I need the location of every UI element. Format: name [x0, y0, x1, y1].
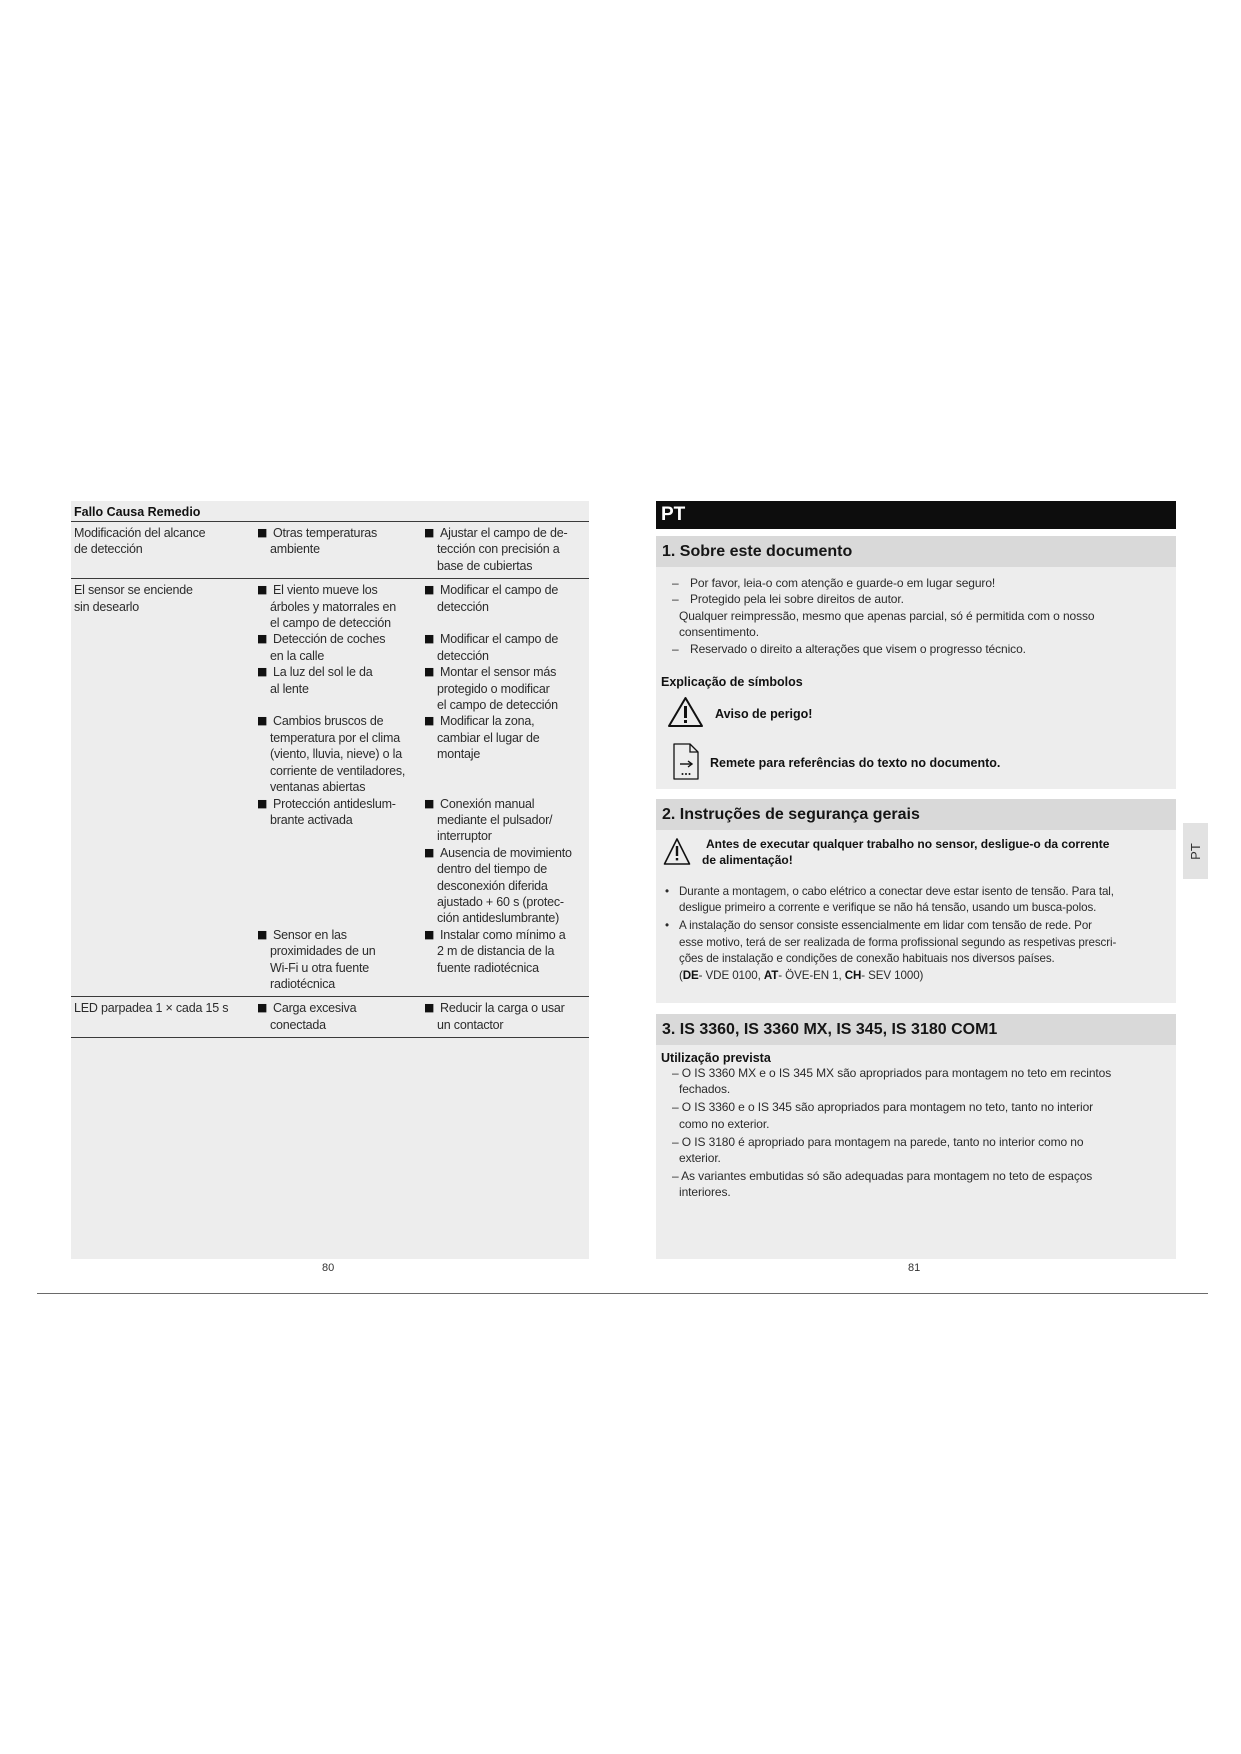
symbols-heading: Explicação de símbolos — [661, 675, 803, 689]
cause-text: Protección antideslum- brante activada — [270, 796, 396, 827]
cause-item — [257, 582, 424, 631]
cause-item — [257, 927, 424, 993]
square-bullet-icon: ■ — [257, 1001, 268, 1015]
square-bullet-icon: ■ — [424, 526, 435, 539]
remedy-text: Modificar el campo de detección — [437, 583, 559, 614]
cause-remedy-pair — [257, 664, 589, 713]
remedy-list — [424, 631, 589, 664]
square-bullet-icon: ■ — [424, 927, 435, 941]
symbol-label: Remete para referências do texto no documento. — [710, 756, 1001, 770]
square-bullet-icon: ■ — [257, 665, 268, 679]
standards-segment: ( — [679, 968, 683, 982]
remedy-list — [424, 927, 589, 993]
standards-segment: - ÖVE-EN 1, — [778, 968, 845, 982]
cause-text: El viento mueve los árboles y matorrales en el campo de detección — [270, 583, 397, 631]
remedy-item — [424, 664, 589, 713]
cause-remedy-pair — [257, 525, 589, 574]
standards-segment: - VDE 0100, — [698, 968, 764, 982]
cause-text: Carga excesiva conectada — [270, 1001, 357, 1032]
remedy-item — [424, 845, 589, 927]
cause-remedy-group — [257, 525, 589, 574]
country-code: AT — [763, 968, 779, 982]
bullet-dot-icon: • — [665, 885, 669, 898]
cause-item — [257, 631, 424, 664]
remedy-item — [424, 631, 589, 664]
bottom-divider — [37, 1293, 1208, 1294]
standards-reference — [679, 968, 1116, 984]
square-bullet-icon: ■ — [424, 796, 435, 810]
page-number-left: 80 — [322, 1262, 335, 1274]
list-item: – O IS 3180 é apropriado para montagem na parede, tanto no interior como no exterior. — [672, 1134, 1084, 1166]
list-item — [672, 575, 1167, 591]
cause-remedy-pair — [257, 796, 589, 927]
list-item — [672, 641, 1167, 657]
cause-item — [257, 525, 424, 574]
intended-use-list — [672, 1065, 1167, 1202]
cause-text: Detección de coches en la calle — [270, 632, 386, 663]
square-bullet-icon: ■ — [424, 1001, 435, 1015]
remedy-item — [424, 1000, 589, 1033]
section-title: 1. Sobre este documento — [656, 536, 1176, 567]
square-bullet-icon: ■ — [424, 632, 435, 646]
list-item: – O IS 3360 e o IS 345 são apropriados para montagem no teto, tanto no interior como no exterior. — [672, 1100, 1094, 1131]
remedy-text: Modificar la zona, cambiar el lugar de montaje — [437, 714, 540, 762]
list-item-text: Reservado o direito a alterações que visem o progresso técnico. — [690, 641, 1026, 656]
cause-remedy-pair — [257, 582, 589, 631]
remedy-item — [424, 796, 589, 845]
remedy-list — [424, 525, 589, 574]
cause-remedy-pair — [257, 927, 589, 993]
dash-marker: – — [672, 576, 679, 590]
remedy-list — [424, 713, 589, 795]
fault-cell: El sensor se enciende sin desearlo — [74, 583, 193, 614]
remedy-text: Montar el sensor más protegido o modificar el campo de detección — [437, 665, 558, 713]
square-bullet-icon: ■ — [257, 796, 268, 810]
remedy-item — [424, 927, 589, 976]
remedy-text: Modificar el campo de detección — [437, 632, 559, 663]
warning-triangle-icon — [667, 696, 704, 728]
list-item-text: Por favor, leia-o com atenção e guarde-o em lugar seguro! — [690, 576, 996, 590]
section-about-document — [656, 536, 1176, 789]
remedy-item — [424, 525, 589, 574]
cause-text: Sensor en las proximidades de un Wi-Fi u otra fuente radiotécnica — [270, 927, 376, 991]
dash-marker: – — [672, 592, 679, 607]
warning-triangle-icon — [663, 837, 691, 866]
list-item-body — [679, 918, 1116, 984]
remedy-text: Ajustar el campo de de- tección con precisión a base de cubiertas — [437, 526, 568, 573]
remedy-list — [424, 664, 589, 713]
list-item — [665, 884, 1170, 917]
square-bullet-icon: ■ — [424, 583, 435, 597]
cause-item — [257, 713, 424, 795]
cause-text: La luz del sol le da al lente — [270, 665, 373, 696]
country-code: DE — [682, 968, 699, 982]
list-item-note: Qualquer reimpressão, mesmo que apenas parcial, só é permitida com o nosso consentimento. — [679, 608, 1095, 640]
section-title: 2. Instruções de segurança gerais — [656, 799, 1176, 830]
section-safety-instructions — [656, 799, 1176, 1003]
remedy-text: Reducir la carga o usar un contactor — [437, 1001, 565, 1032]
cause-item — [257, 1000, 424, 1033]
table-row — [71, 579, 589, 997]
safety-bullet-list — [665, 884, 1170, 985]
list-item — [665, 918, 1170, 984]
cause-remedy-pair — [257, 713, 589, 795]
remedy-list — [424, 796, 589, 927]
remedy-text: Ausencia de movimiento dentro del tiempo de desconexión diferida ajustado + 60 s (protec- ción antideslumbrante) — [437, 845, 572, 926]
remedy-text: Instalar como mínimo a 2 m de distancia de la fuente radiotécnica — [437, 927, 566, 975]
language-header-bar: PT — [656, 501, 1176, 529]
page-number-right: 81 — [908, 1262, 921, 1274]
intro-list — [672, 575, 1167, 657]
side-tab-label: PT — [1188, 842, 1203, 860]
safety-warning-text: Antes de executar qualquer trabalho no sensor, desligue-o da corrente de alimentação! — [702, 837, 1110, 867]
symbol-label: Aviso de perigo! — [715, 707, 813, 721]
dash-marker: – — [672, 641, 679, 656]
table-header: Fallo Causa Remedio — [71, 501, 589, 522]
cause-remedy-pair — [257, 1000, 589, 1033]
list-item-text: Protegido pela lei sobre direitos de autor. — [690, 592, 904, 607]
list-item-text: Durante a montagem, o cabo elétrico a conectar deve estar isento de tensão. Para tal, desligue primeiro a corrente e verifique se não há tensão, usando um busca-polos. — [679, 885, 1114, 915]
list-item: – As variantes embutidas só são adequadas para montagem no teto de espaços interiores. — [672, 1168, 1093, 1200]
section-title: 3. IS 3360, IS 3360 MX, IS 345, IS 3180 COM1 — [656, 1014, 1176, 1045]
language-side-tab — [1183, 823, 1208, 879]
cause-remedy-pair — [257, 631, 589, 664]
remedy-text: Conexión manual mediante el pulsador/ interruptor — [437, 796, 553, 844]
cause-text: Cambios bruscos de temperatura por el clima (viento, lluvia, nieve) o la corriente de ventiladores, ventanas abiertas — [270, 714, 406, 795]
subheading: Utilização prevista — [661, 1051, 771, 1065]
square-bullet-icon: ■ — [257, 632, 268, 646]
fault-cell: Modificación del alcance de detección — [74, 526, 206, 557]
table-row — [71, 997, 589, 1038]
square-bullet-icon: ■ — [424, 665, 435, 679]
fault-cell: LED parpadea 1 × cada 15 s — [74, 1001, 229, 1016]
square-bullet-icon: ■ — [257, 927, 268, 941]
cause-item — [257, 796, 424, 927]
remedy-list — [424, 582, 589, 631]
country-code: CH — [844, 968, 862, 982]
cause-remedy-group — [257, 582, 589, 992]
square-bullet-icon: ■ — [257, 526, 268, 539]
document-reference-icon — [672, 743, 700, 780]
remedy-list — [424, 1000, 589, 1033]
cause-remedy-group — [257, 1000, 589, 1033]
left-page-troubleshooting-table — [71, 501, 589, 1259]
section-intended-use — [656, 1014, 1176, 1259]
list-item-text: A instalação do sensor consiste essencialmente em lidar com tensão de rede. Por esse motivo, terá de ser realizada de forma profissional segundo as respetivas prescri- ções de instalação e condições de conexão habituais nos diversos países. — [679, 919, 1117, 966]
remedy-item — [424, 713, 589, 762]
list-item — [672, 591, 1167, 607]
bullet-dot-icon: • — [665, 919, 669, 933]
square-bullet-icon: ■ — [257, 714, 268, 728]
square-bullet-icon: ■ — [424, 845, 435, 859]
table-row — [71, 522, 589, 579]
cause-text: Otras temperaturas ambiente — [270, 526, 378, 557]
remedy-item — [424, 582, 589, 615]
list-item: – O IS 3360 MX e o IS 345 MX são apropriados para montagem no teto em recintos fechados. — [672, 1066, 1112, 1097]
cause-item — [257, 664, 424, 713]
square-bullet-icon: ■ — [424, 714, 435, 728]
standards-segment: - SEV 1000) — [861, 968, 924, 982]
square-bullet-icon: ■ — [257, 583, 268, 597]
